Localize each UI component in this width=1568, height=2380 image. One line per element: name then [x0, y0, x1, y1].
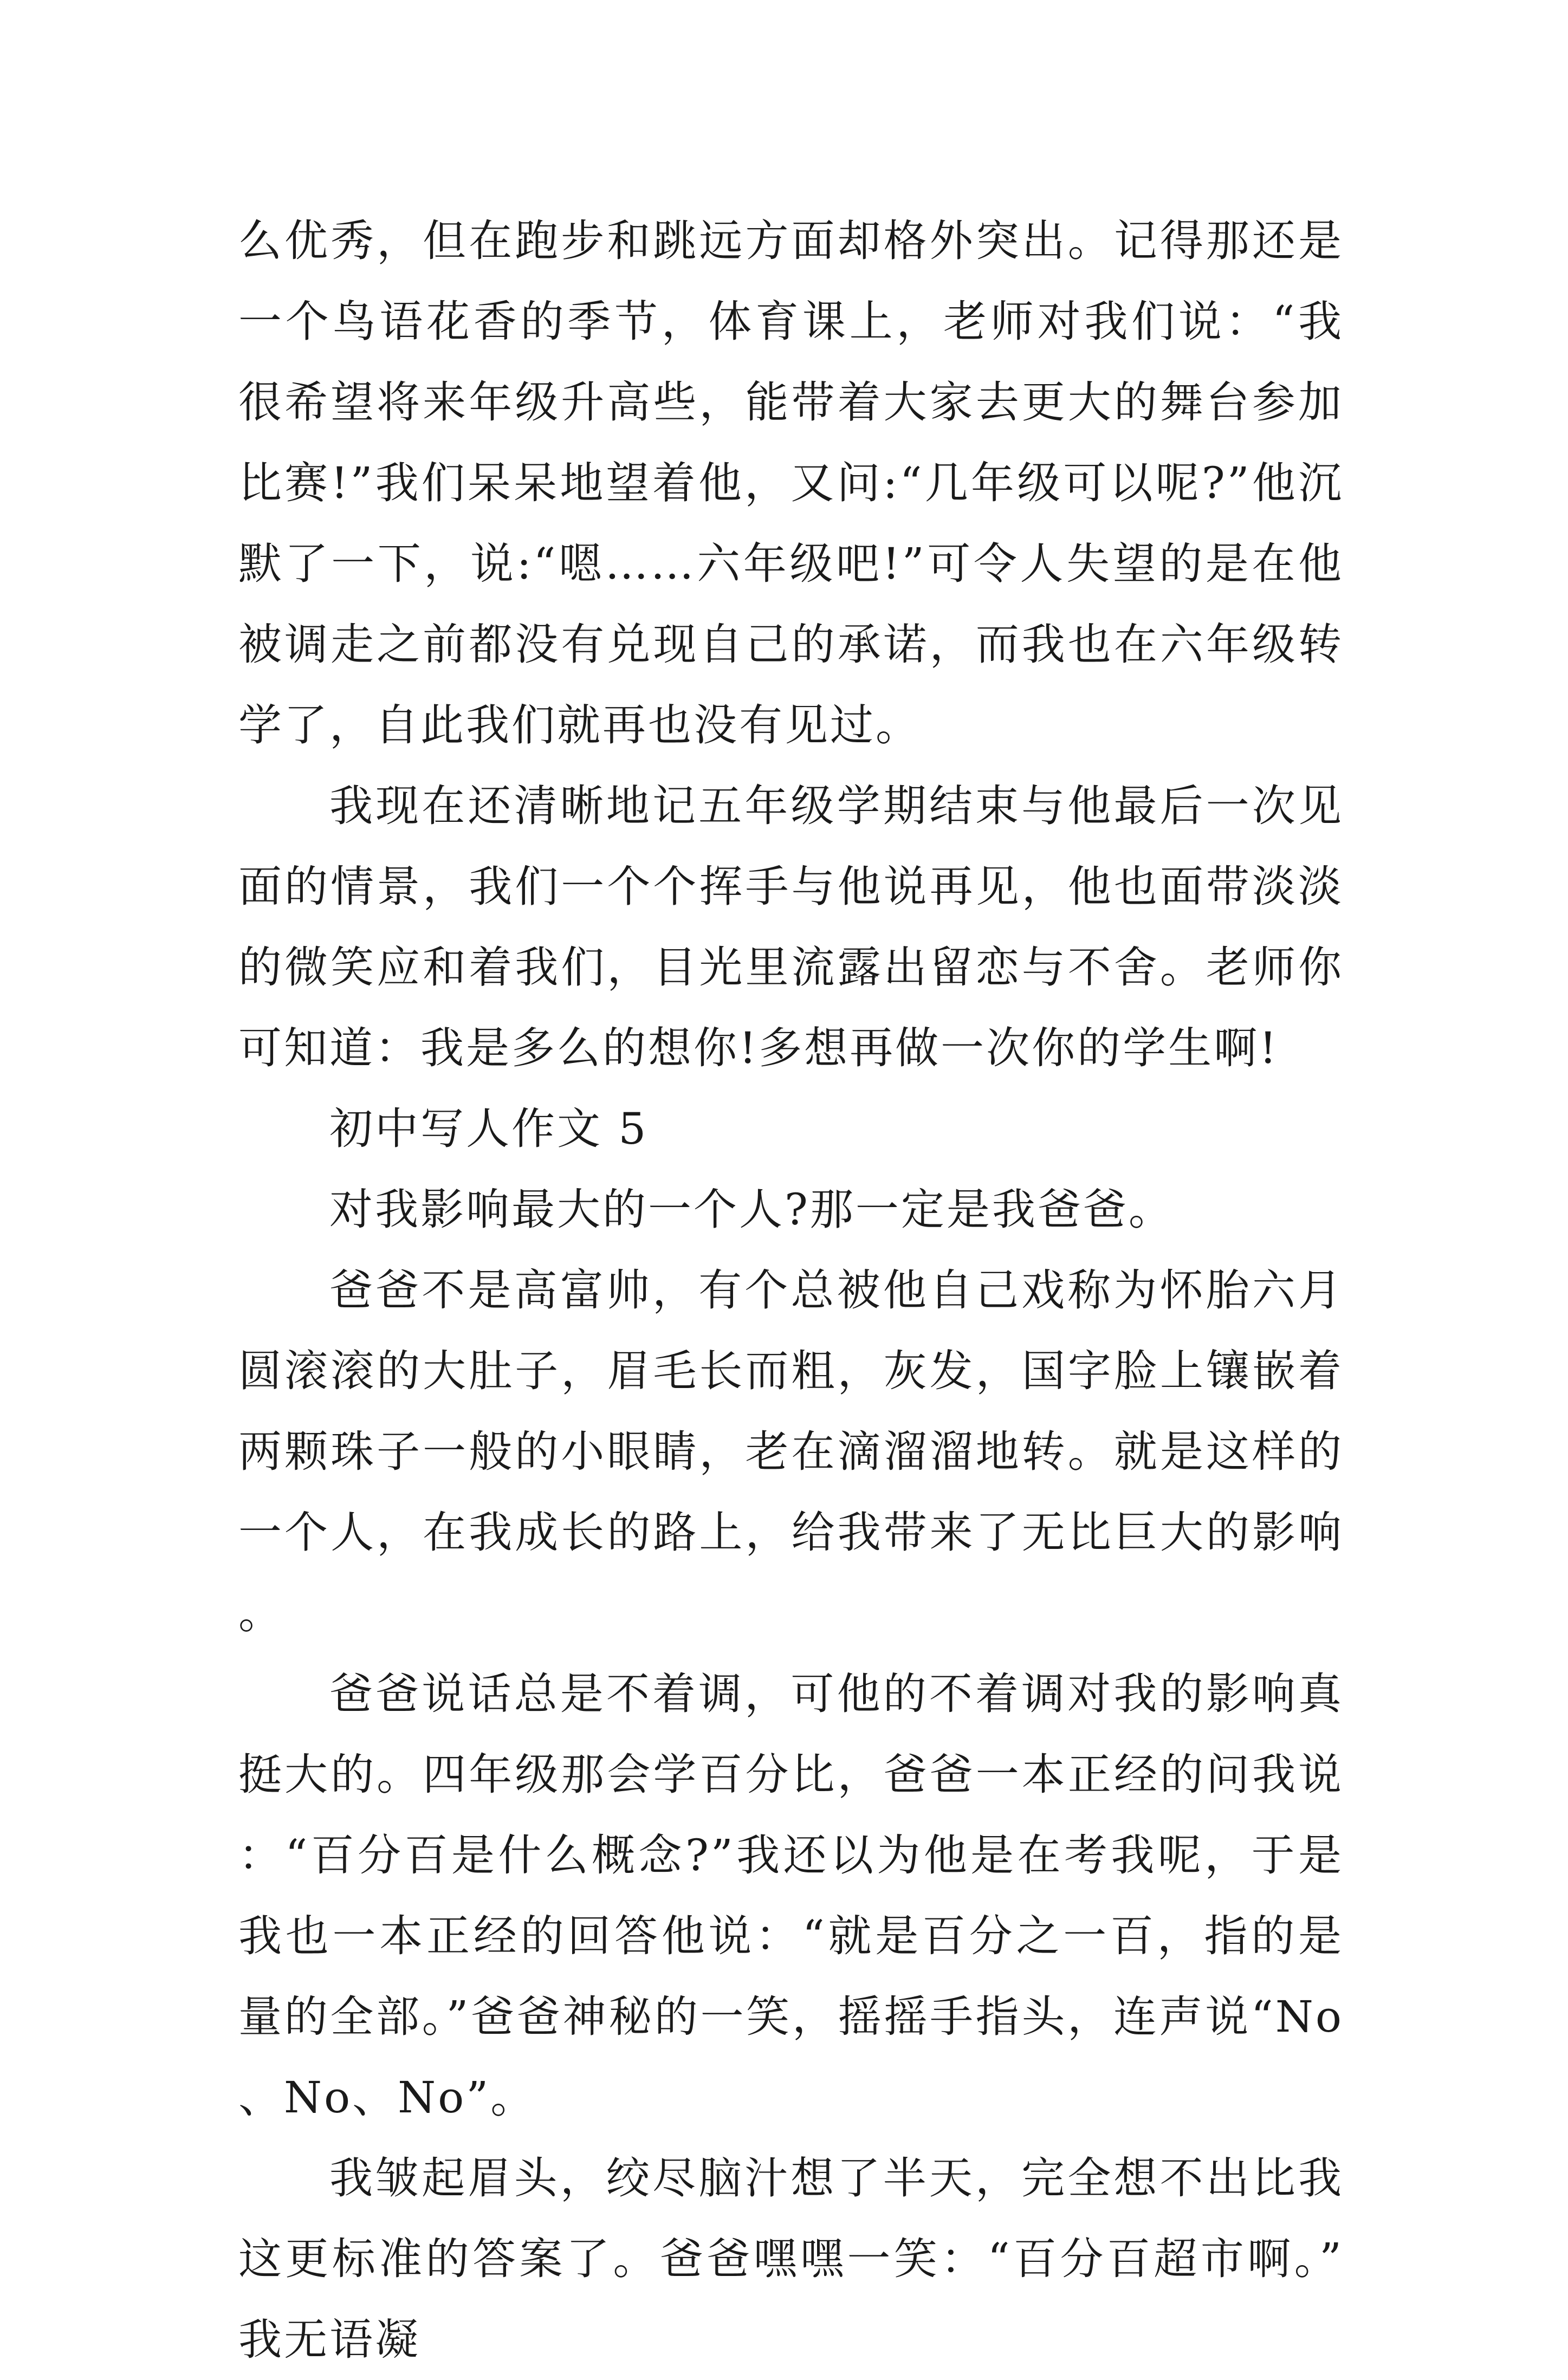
- paragraph-intro: 对我影响最大的一个人?那一定是我爸爸。: [329, 1184, 1174, 1235]
- essay-heading: 初中写人作文 5: [329, 1104, 649, 1154]
- paragraph-farewell: 我现在还清晰地记五年级学期结束与他最后一次见面的情景，我们一个个挥手与他说再见，他也面带淡淡的微笑应和着我们，目光里流露出留恋与不舍。老师你可知道：我是多么的想你!多想再做一次你的学生啊!: [238, 781, 1344, 1073]
- paragraph-answer: 我皱起眉头，绞尽脑汁想了半天，完全想不出比我这更标准的答案了。爸爸嘿嘿一笑：“百分百超市啊。”我无语凝: [238, 2153, 1344, 2365]
- paragraph-continuation: 么优秀，但在跑步和跳远方面却格外突出。记得那还是一个鸟语花香的季节，体育课上，老师对我们说：“我很希望将来年级升高些，能带着大家去更大的舞台参加比赛!”我们呆呆地望着他，又问:“几年级可以呢?”他沉默了一下，说:“嗯……六年级吧!”可令人失望的是在他被调走之前都没有兑现自己的承诺，而我也在六年级转学了，自此我们就再也没有见过。: [238, 216, 1344, 750]
- paragraph-description: 爸爸不是高富帅，有个总被他自己戏称为怀胎六月圆滚滚的大肚子，眉毛长而粗，灰发，国字脸上镶嵌着两颗珠子一般的小眼睛，老在滴溜溜地转。就是这样的一个人，在我成长的路上，给我带来了无比巨大的影响。: [238, 1265, 1344, 1638]
- paragraph-percent: 爸爸说话总是不着调，可他的不着调对我的影响真挺大的。四年级那会学百分比，爸爸一本正经的问我说：“百分百是什么概念?”我还以为他是在考我呢，于是我也一本正经的回答他说：“就是百分之一百，指的是量的全部。”爸爸神秘的一笑，摇摇手指头，连声说“No、No、No”。: [238, 1669, 1344, 2123]
- essay-body: [238, 200, 1344, 2380]
